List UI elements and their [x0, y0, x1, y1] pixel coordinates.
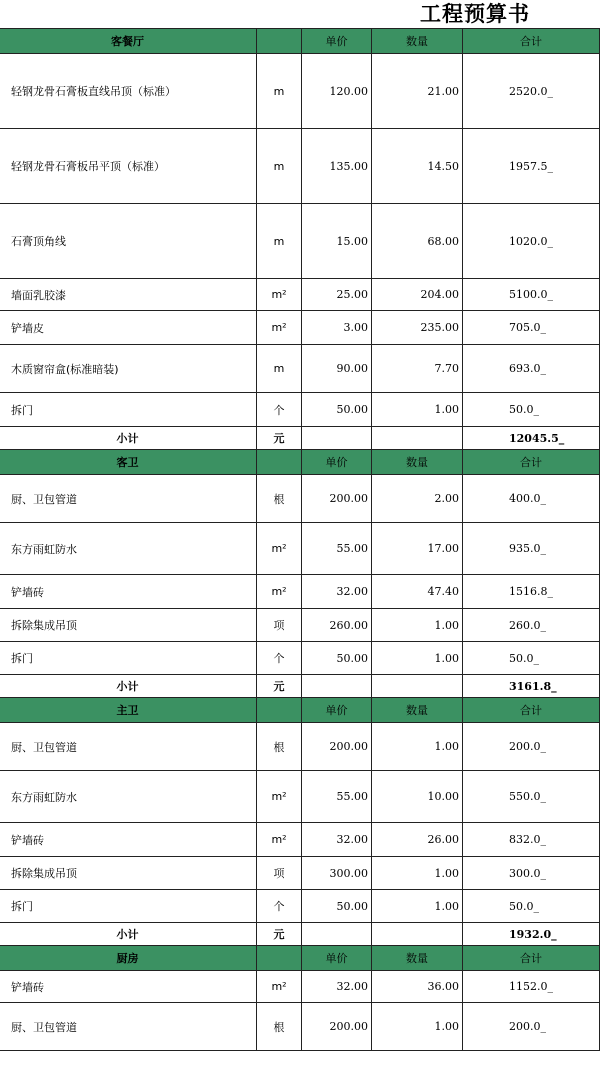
- document-title: 工程预算书: [420, 2, 530, 26]
- item-name-cell[interactable]: 石膏顶角线: [0, 204, 257, 279]
- item-qty-cell[interactable]: 17.00: [372, 523, 463, 575]
- item-qty-cell[interactable]: 1.00: [372, 393, 463, 427]
- item-qty-cell[interactable]: 26.00: [372, 823, 463, 857]
- table-row: [0, 723, 600, 771]
- item-qty-cell[interactable]: 1.00: [372, 1003, 463, 1051]
- subtotal-label-cell[interactable]: 小计: [0, 675, 257, 698]
- column-header-qty[interactable]: 数量: [372, 450, 463, 475]
- item-price-cell[interactable]: 120.00: [302, 54, 372, 129]
- subtotal-qty-cell[interactable]: [372, 923, 463, 946]
- section-title[interactable]: 厨房: [0, 946, 257, 971]
- item-price-cell[interactable]: 3.00: [302, 311, 372, 345]
- table-row: [0, 129, 600, 204]
- item-total-cell[interactable]: 300.0_: [463, 857, 600, 890]
- section-header-unit-cell[interactable]: [257, 698, 302, 723]
- item-qty-cell[interactable]: 1.00: [372, 723, 463, 771]
- item-name-cell[interactable]: 厨、卫包管道: [0, 723, 257, 771]
- item-total-cell[interactable]: 935.0_: [463, 523, 600, 575]
- item-total-cell[interactable]: 200.0_: [463, 1003, 600, 1051]
- table-row: [0, 54, 600, 129]
- item-total-cell[interactable]: 1957.5_: [463, 129, 600, 204]
- table-row: [0, 475, 600, 523]
- item-unit-cell[interactable]: 根: [257, 723, 302, 771]
- subtotal-qty-cell[interactable]: [372, 675, 463, 698]
- column-header-total[interactable]: 合计: [463, 698, 600, 723]
- item-total-cell[interactable]: 693.0_: [463, 345, 600, 393]
- item-qty-cell[interactable]: 1.00: [372, 642, 463, 675]
- item-name-cell[interactable]: 轻钢龙骨石膏板吊平顶（标准）: [0, 129, 257, 204]
- item-total-cell[interactable]: 50.0_: [463, 890, 600, 923]
- table-row: [0, 393, 600, 427]
- item-unit-cell[interactable]: m: [257, 129, 302, 204]
- section-title[interactable]: 主卫: [0, 698, 257, 723]
- item-name-cell[interactable]: 墙面乳胶漆: [0, 279, 257, 311]
- section-header-row: [0, 698, 600, 723]
- subtotal-price-cell[interactable]: [302, 675, 372, 698]
- item-qty-cell[interactable]: 47.40: [372, 575, 463, 609]
- item-unit-cell[interactable]: 项: [257, 857, 302, 890]
- table-row: [0, 971, 600, 1003]
- table-row: [0, 523, 600, 575]
- section-header-unit-cell[interactable]: [257, 450, 302, 475]
- item-unit-cell[interactable]: m²: [257, 971, 302, 1003]
- item-price-cell[interactable]: 200.00: [302, 1003, 372, 1051]
- item-name-cell[interactable]: 拆除集成吊顶: [0, 609, 257, 642]
- item-unit-cell[interactable]: m²: [257, 311, 302, 345]
- subtotal-row: [0, 923, 600, 946]
- item-unit-cell[interactable]: 根: [257, 1003, 302, 1051]
- item-unit-cell[interactable]: m²: [257, 523, 302, 575]
- item-name-cell[interactable]: 拆门: [0, 890, 257, 923]
- item-unit-cell[interactable]: 个: [257, 642, 302, 675]
- item-price-cell[interactable]: 55.00: [302, 523, 372, 575]
- item-total-cell[interactable]: 1516.8_: [463, 575, 600, 609]
- item-total-cell[interactable]: 50.0_: [463, 393, 600, 427]
- item-unit-cell[interactable]: m: [257, 204, 302, 279]
- item-unit-cell[interactable]: m: [257, 345, 302, 393]
- item-price-cell[interactable]: 50.00: [302, 393, 372, 427]
- subtotal-label-cell[interactable]: 小计: [0, 923, 257, 946]
- item-price-cell[interactable]: 50.00: [302, 890, 372, 923]
- column-header-price[interactable]: 单价: [302, 946, 372, 971]
- item-qty-cell[interactable]: 21.00: [372, 54, 463, 129]
- column-header-price[interactable]: 单价: [302, 450, 372, 475]
- subtotal-price-cell[interactable]: [302, 427, 372, 450]
- section-title[interactable]: 客卫: [0, 450, 257, 475]
- item-name-cell[interactable]: 东方雨虹防水: [0, 523, 257, 575]
- subtotal-unit-cell[interactable]: 元: [257, 427, 302, 450]
- item-name-cell[interactable]: 厨、卫包管道: [0, 1003, 257, 1051]
- table-row: [0, 890, 600, 923]
- table-row: [0, 609, 600, 642]
- item-qty-cell[interactable]: 10.00: [372, 771, 463, 823]
- subtotal-total-cell[interactable]: 12045.5_: [463, 427, 600, 450]
- item-name-cell[interactable]: 拆除集成吊顶: [0, 857, 257, 890]
- item-qty-cell[interactable]: 68.00: [372, 204, 463, 279]
- item-unit-cell[interactable]: m²: [257, 823, 302, 857]
- table-row: [0, 345, 600, 393]
- item-name-cell[interactable]: 木质窗帘盒(标准暗装): [0, 345, 257, 393]
- item-unit-cell[interactable]: 个: [257, 393, 302, 427]
- table-row: [0, 1003, 600, 1051]
- item-price-cell[interactable]: 50.00: [302, 642, 372, 675]
- item-price-cell[interactable]: 32.00: [302, 971, 372, 1003]
- item-name-cell[interactable]: 东方雨虹防水: [0, 771, 257, 823]
- item-total-cell[interactable]: 260.0_: [463, 609, 600, 642]
- item-total-cell[interactable]: 400.0_: [463, 475, 600, 523]
- item-qty-cell[interactable]: 14.50: [372, 129, 463, 204]
- column-header-qty[interactable]: 数量: [372, 946, 463, 971]
- budget-table-body: [0, 29, 600, 1051]
- subtotal-label-cell[interactable]: 小计: [0, 427, 257, 450]
- subtotal-unit-cell[interactable]: 元: [257, 923, 302, 946]
- item-qty-cell[interactable]: 235.00: [372, 311, 463, 345]
- subtotal-unit-cell[interactable]: 元: [257, 675, 302, 698]
- column-header-total[interactable]: 合计: [463, 29, 600, 54]
- item-price-cell[interactable]: 200.00: [302, 475, 372, 523]
- budget-table: [0, 28, 600, 1051]
- item-name-cell[interactable]: 拆门: [0, 642, 257, 675]
- item-qty-cell[interactable]: 1.00: [372, 857, 463, 890]
- item-total-cell[interactable]: 1020.0_: [463, 204, 600, 279]
- subtotal-qty-cell[interactable]: [372, 427, 463, 450]
- section-header-row: [0, 946, 600, 971]
- table-row: [0, 311, 600, 345]
- item-unit-cell[interactable]: m: [257, 54, 302, 129]
- column-header-total[interactable]: 合计: [463, 450, 600, 475]
- item-qty-cell[interactable]: 1.00: [372, 609, 463, 642]
- item-price-cell[interactable]: 15.00: [302, 204, 372, 279]
- subtotal-row: [0, 427, 600, 450]
- subtotal-total-cell[interactable]: 1932.0_: [463, 923, 600, 946]
- item-qty-cell[interactable]: 1.00: [372, 890, 463, 923]
- item-total-cell[interactable]: 200.0_: [463, 723, 600, 771]
- table-row: [0, 642, 600, 675]
- item-total-cell[interactable]: 832.0_: [463, 823, 600, 857]
- table-row: [0, 575, 600, 609]
- item-qty-cell[interactable]: 204.00: [372, 279, 463, 311]
- item-name-cell[interactable]: 铲墙砖: [0, 575, 257, 609]
- item-name-cell[interactable]: 厨、卫包管道: [0, 475, 257, 523]
- item-price-cell[interactable]: 135.00: [302, 129, 372, 204]
- column-header-price[interactable]: 单价: [302, 29, 372, 54]
- item-price-cell[interactable]: 90.00: [302, 345, 372, 393]
- item-price-cell[interactable]: 32.00: [302, 823, 372, 857]
- item-qty-cell[interactable]: 7.70: [372, 345, 463, 393]
- item-name-cell[interactable]: 拆门: [0, 393, 257, 427]
- item-name-cell[interactable]: 铲墙砖: [0, 971, 257, 1003]
- table-row: [0, 823, 600, 857]
- item-price-cell[interactable]: 25.00: [302, 279, 372, 311]
- item-total-cell[interactable]: 705.0_: [463, 311, 600, 345]
- item-total-cell[interactable]: 5100.0_: [463, 279, 600, 311]
- item-unit-cell[interactable]: m²: [257, 575, 302, 609]
- table-row: [0, 279, 600, 311]
- item-qty-cell[interactable]: 2.00: [372, 475, 463, 523]
- item-name-cell[interactable]: 铲墙砖: [0, 823, 257, 857]
- column-header-qty[interactable]: 数量: [372, 698, 463, 723]
- item-total-cell[interactable]: 50.0_: [463, 642, 600, 675]
- item-qty-cell[interactable]: 36.00: [372, 971, 463, 1003]
- item-total-cell[interactable]: 1152.0_: [463, 971, 600, 1003]
- section-header-unit-cell[interactable]: [257, 946, 302, 971]
- item-total-cell[interactable]: 2520.0_: [463, 54, 600, 129]
- subtotal-price-cell[interactable]: [302, 923, 372, 946]
- column-header-total[interactable]: 合计: [463, 946, 600, 971]
- subtotal-total-cell[interactable]: 3161.8_: [463, 675, 600, 698]
- table-row: [0, 771, 600, 823]
- section-header-row: [0, 29, 600, 54]
- section-header-row: [0, 450, 600, 475]
- item-unit-cell[interactable]: 项: [257, 609, 302, 642]
- section-title[interactable]: 客餐厅: [0, 29, 257, 54]
- item-unit-cell[interactable]: 根: [257, 475, 302, 523]
- item-unit-cell[interactable]: 个: [257, 890, 302, 923]
- item-price-cell[interactable]: 260.00: [302, 609, 372, 642]
- column-header-price[interactable]: 单价: [302, 698, 372, 723]
- item-price-cell[interactable]: 32.00: [302, 575, 372, 609]
- item-price-cell[interactable]: 55.00: [302, 771, 372, 823]
- item-price-cell[interactable]: 200.00: [302, 723, 372, 771]
- item-name-cell[interactable]: 轻钢龙骨石膏板直线吊顶（标准）: [0, 54, 257, 129]
- table-row: [0, 204, 600, 279]
- item-unit-cell[interactable]: m²: [257, 771, 302, 823]
- subtotal-row: [0, 675, 600, 698]
- item-total-cell[interactable]: 550.0_: [463, 771, 600, 823]
- column-header-qty[interactable]: 数量: [372, 29, 463, 54]
- table-row: [0, 857, 600, 890]
- section-header-unit-cell[interactable]: [257, 29, 302, 54]
- item-unit-cell[interactable]: m²: [257, 279, 302, 311]
- item-name-cell[interactable]: 铲墙皮: [0, 311, 257, 345]
- item-price-cell[interactable]: 300.00: [302, 857, 372, 890]
